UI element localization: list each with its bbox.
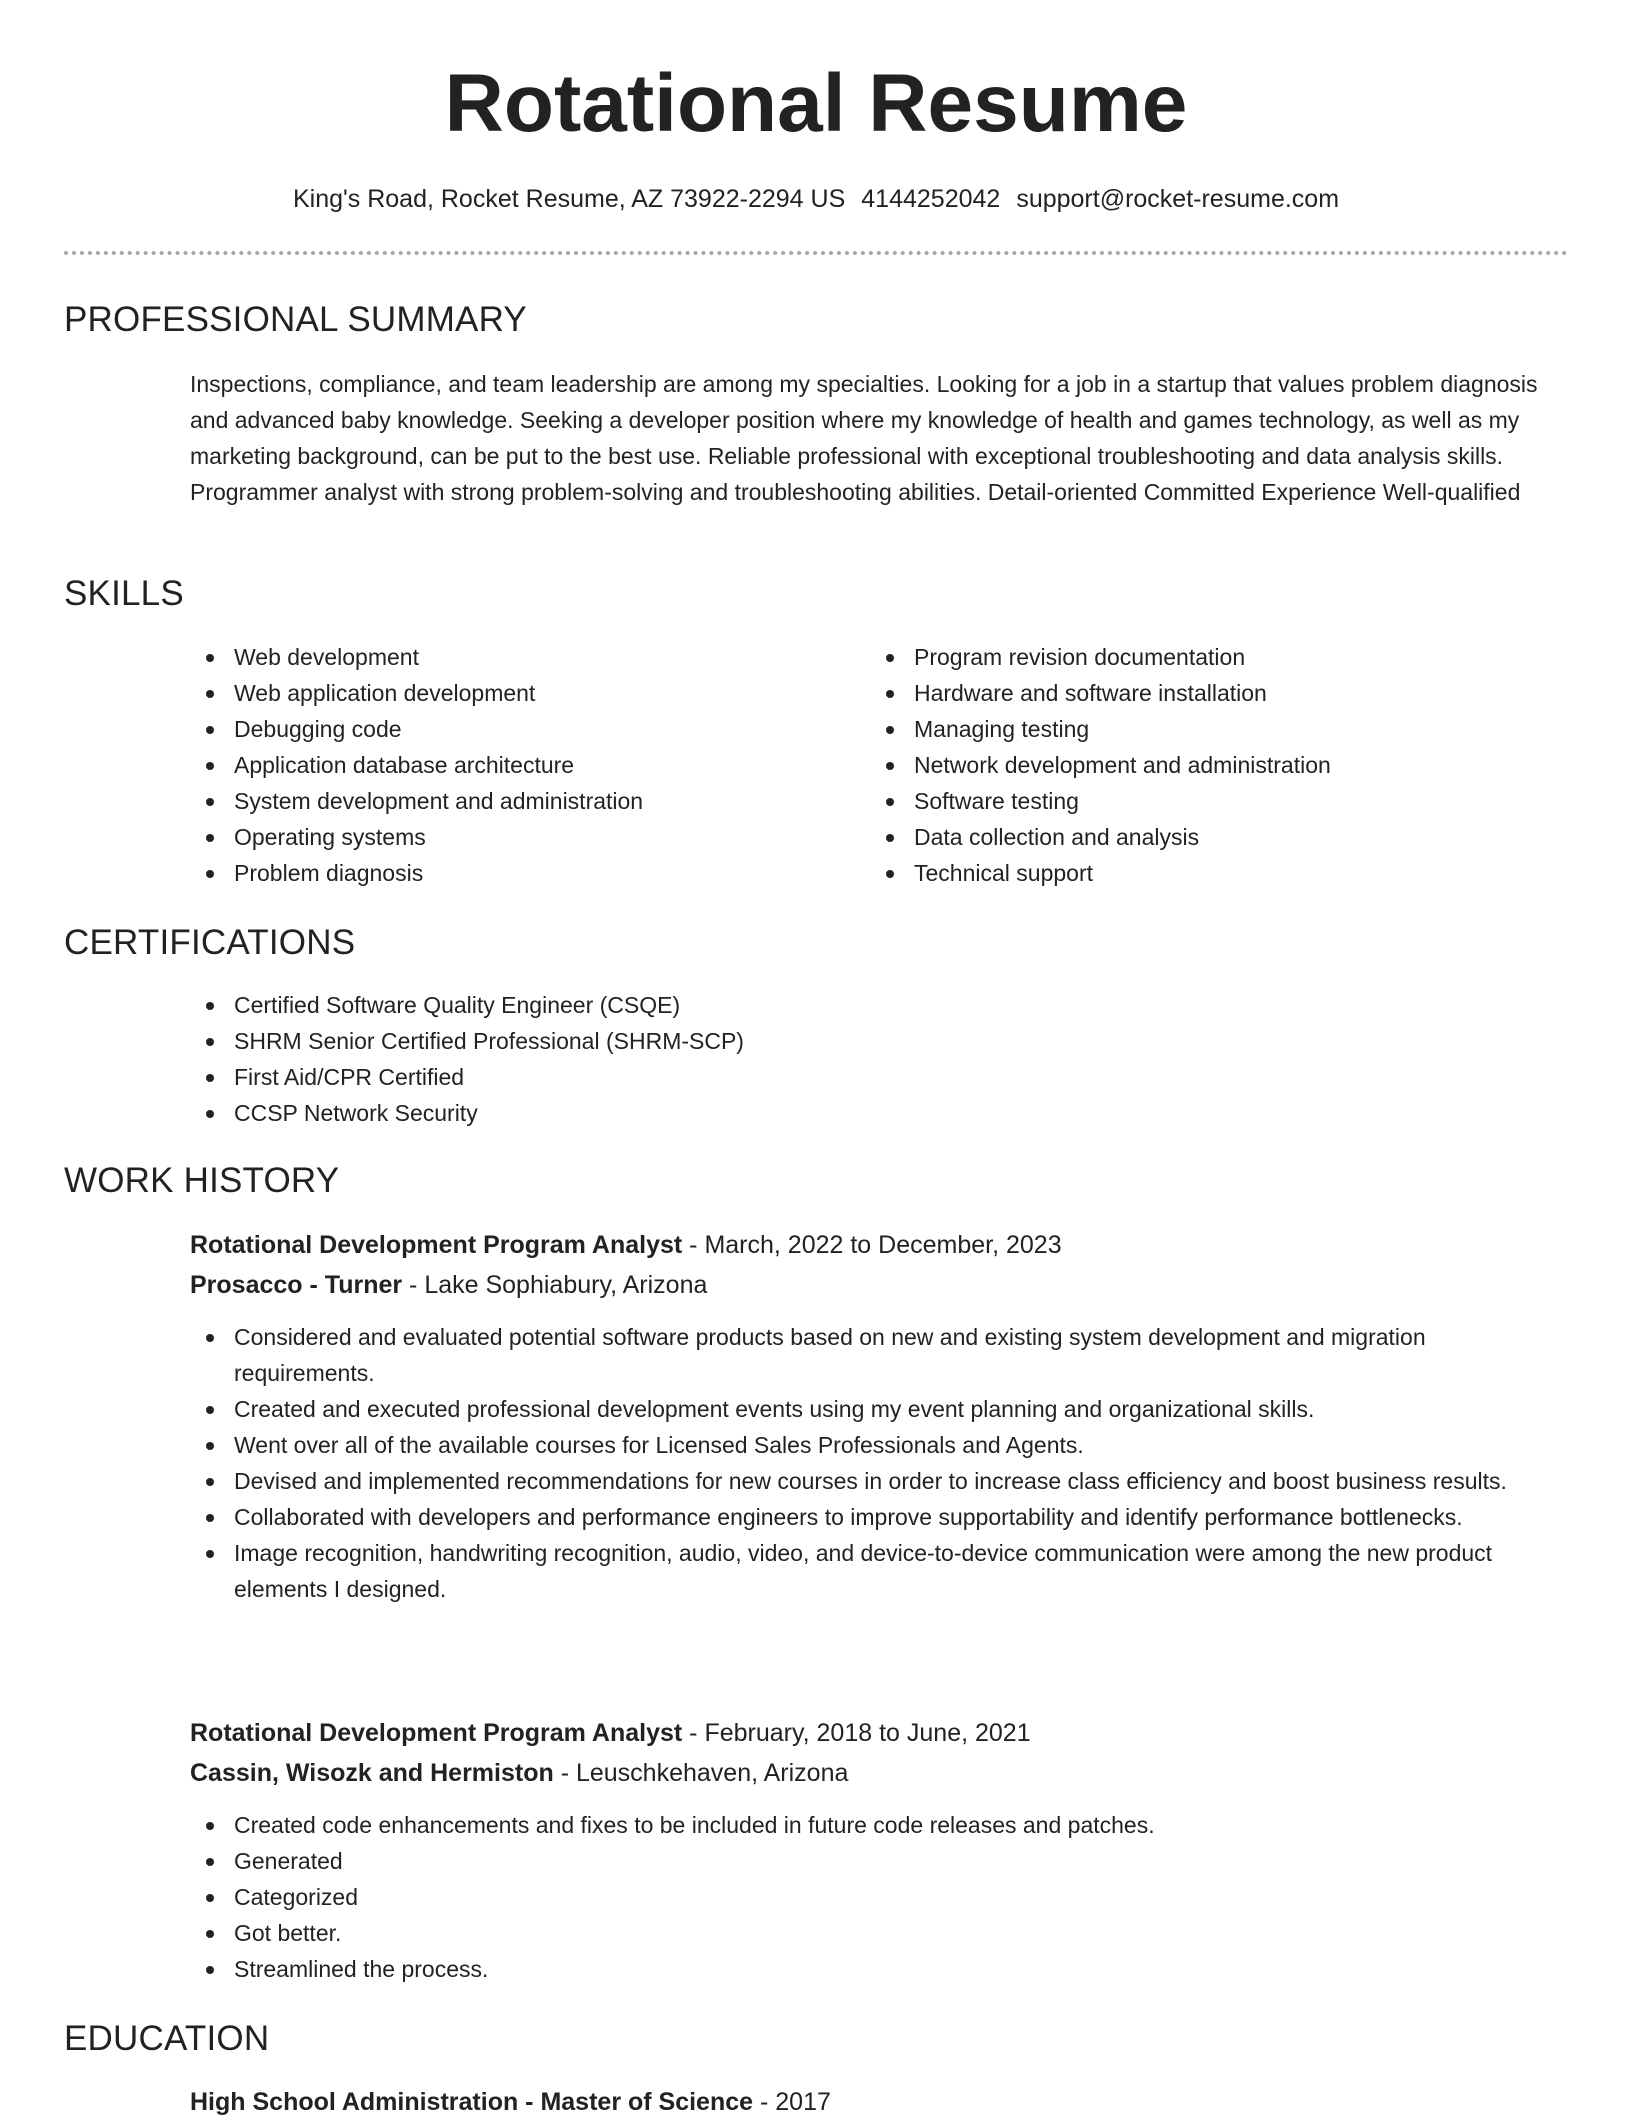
list-item: Web application development xyxy=(190,675,850,711)
list-item: Debugging code xyxy=(190,711,850,747)
job-2-company-line xyxy=(190,1753,848,1793)
list-item: Devised and implemented recommendations for new courses in order to increase class efficiency and boost business results. xyxy=(190,1463,1550,1499)
list-item: Managing testing xyxy=(870,711,1570,747)
list-item: Got better. xyxy=(190,1915,1550,1951)
header-divider xyxy=(64,251,1568,255)
job-1-title: Rotational Development Program Analyst xyxy=(190,1231,683,1259)
skills-list-left xyxy=(190,639,850,891)
job-2-title: Rotational Development Program Analyst xyxy=(190,1719,683,1747)
list-item: Categorized xyxy=(190,1879,1550,1915)
job-2-bullets xyxy=(190,1807,1550,1987)
job-2-title-line xyxy=(190,1713,1031,1753)
list-item: Problem diagnosis xyxy=(190,855,850,891)
list-item: Considered and evaluated potential software products based on new and existing system development and migration requirements. xyxy=(190,1319,1550,1391)
work-history-heading: WORK HISTORY xyxy=(64,1161,340,1200)
summary-heading: PROFESSIONAL SUMMARY xyxy=(64,300,527,339)
list-item: Image recognition, handwriting recognition, audio, video, and device-to-device communication were among the new product elements I designed. xyxy=(190,1535,1550,1607)
contact-email[interactable]: support@rocket-resume.com xyxy=(1016,185,1340,213)
job-1-title-line xyxy=(190,1225,1062,1265)
list-item: Went over all of the available courses for Licensed Sales Professionals and Agents. xyxy=(190,1427,1550,1463)
list-item: Streamlined the process. xyxy=(190,1951,1550,1987)
skills-list-right xyxy=(870,639,1570,891)
education-heading: EDUCATION xyxy=(64,2019,270,2058)
list-item: Web development xyxy=(190,639,850,675)
job-1-bullets xyxy=(190,1319,1550,1607)
list-item: Collaborated with developers and performance engineers to improve supportability and identify performance bottlenecks. xyxy=(190,1499,1550,1535)
list-item: System development and administration xyxy=(190,783,850,819)
list-item: Technical support xyxy=(870,855,1570,891)
list-item: CCSP Network Security xyxy=(190,1095,1570,1131)
list-item: Created code enhancements and fixes to be included in future code releases and patches. xyxy=(190,1807,1550,1843)
education-line xyxy=(190,2082,831,2122)
contact-address: King's Road, Rocket Resume, AZ 73922-2294 US xyxy=(292,185,846,213)
job-2-location: - Leuschkehaven, Arizona xyxy=(553,1759,849,1787)
list-item: SHRM Senior Certified Professional (SHRM-SCP) xyxy=(190,1023,1570,1059)
list-item: Data collection and analysis xyxy=(870,819,1570,855)
list-item: Operating systems xyxy=(190,819,850,855)
list-item: Network development and administration xyxy=(870,747,1570,783)
list-item: Certified Software Quality Engineer (CSQE) xyxy=(190,987,1570,1023)
job-2-company: Cassin, Wisozk and Hermiston xyxy=(190,1759,554,1787)
job-2-dates: - February, 2018 to June, 2021 xyxy=(682,1719,1031,1747)
certifications-heading: CERTIFICATIONS xyxy=(64,923,356,962)
list-item: First Aid/CPR Certified xyxy=(190,1059,1570,1095)
job-1-dates: - March, 2022 to December, 2023 xyxy=(682,1231,1062,1259)
job-1-company-line xyxy=(190,1265,707,1305)
list-item: Software testing xyxy=(870,783,1570,819)
list-item: Created and executed professional development events using my event planning and organizational skills. xyxy=(190,1391,1550,1427)
list-item: Hardware and software installation xyxy=(870,675,1570,711)
resume-title: Rotational Resume xyxy=(444,58,1188,149)
education-year: - 2017 xyxy=(753,2088,831,2116)
contact-line xyxy=(0,183,1632,215)
job-1-company: Prosacco - Turner xyxy=(190,1271,403,1299)
education-degree: High School Administration - Master of Science xyxy=(190,2088,754,2116)
list-item: Program revision documentation xyxy=(870,639,1570,675)
summary-text: Inspections, compliance, and team leadership are among my specialties. Looking for a job in a startup that values problem diagnosis and advanced baby knowledge. Seeking a developer position where my knowledge of health and games technology, as well as my marketing background, can be put to the best use. Reliable professional with exceptional troubleshooting and data analysis skills. Programmer analyst with strong problem-solving and troubleshooting abilities. Detail-oriented Committed Experience Well-qualified xyxy=(190,371,1538,505)
certifications-list xyxy=(190,987,1570,1131)
list-item: Generated xyxy=(190,1843,1550,1879)
job-1-location: - Lake Sophiabury, Arizona xyxy=(402,1271,708,1299)
skills-heading: SKILLS xyxy=(64,574,184,613)
list-item: Application database architecture xyxy=(190,747,850,783)
contact-phone: 4144252042 xyxy=(861,185,1001,213)
